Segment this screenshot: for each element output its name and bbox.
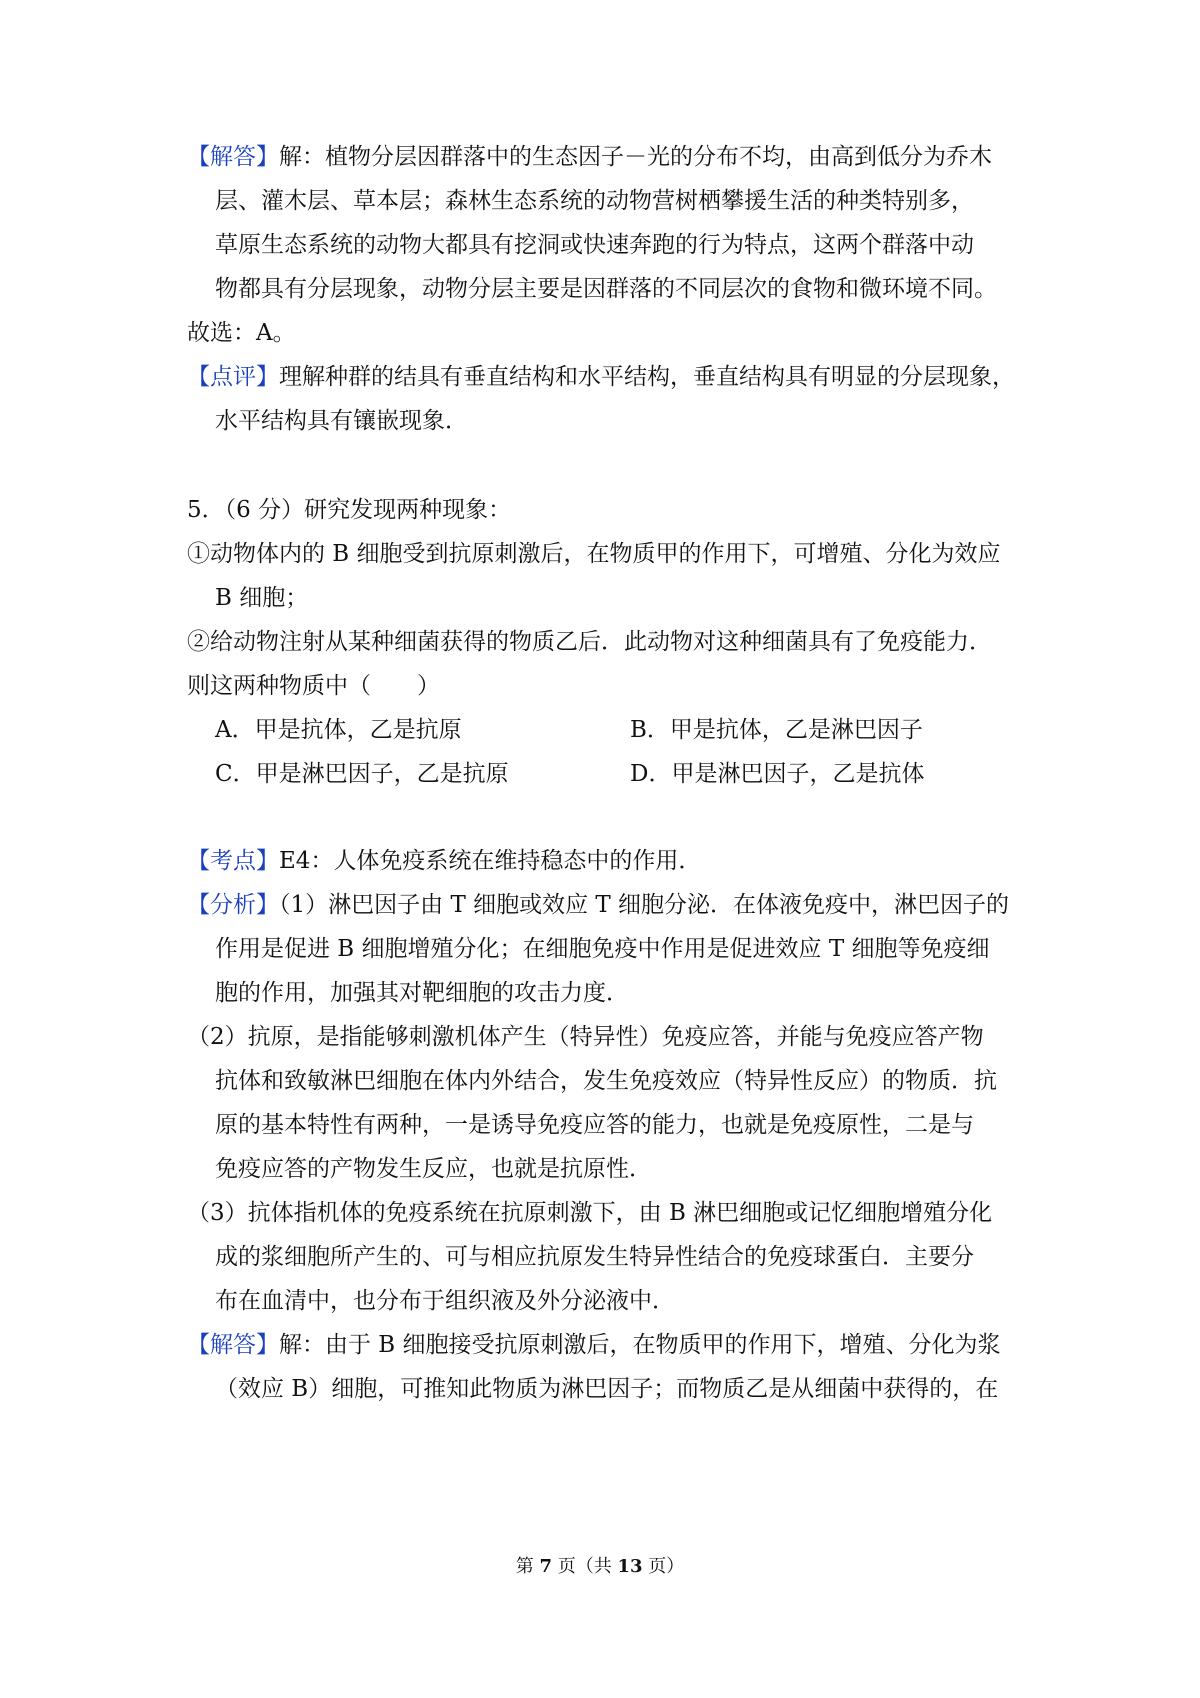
analysis-line-4: （2）抗原，是指能够刺激机体产生（特异性）免疫应答，并能与免疫应答产物: [187, 1024, 984, 1050]
answer5-line-2: （效应 B）细胞，可推知此物质为淋巴因子；而物质乙是从细菌中获得的，在: [215, 1376, 999, 1402]
question-title: 5．（6 分）研究发现两种现象：: [187, 497, 512, 523]
answer5-line-1: 【解答】解：由于 B 细胞接受抗原刺激后，在物质甲的作用下，增殖、分化为浆: [187, 1332, 1001, 1358]
analysis-line-8: （3）抗体指机体的免疫系统在抗原刺激下，由 B 淋巴细胞或记忆细胞增殖分化: [187, 1200, 993, 1226]
page-number: 7: [539, 1556, 552, 1577]
page-footer: 第 7 页（共 13 页）: [515, 1556, 685, 1577]
answer-choice: 故选：A。: [187, 320, 296, 346]
analysis-line-9: 成的浆细胞所产生的、可与相应抗原发生特异性结合的免疫球蛋白．主要分: [215, 1244, 974, 1270]
comment-line-2: 水平结构具有镶嵌现象．: [215, 408, 468, 434]
answer-line-2: 层、灌木层、草本层；森林生态系统的动物营树栖攀援生活的种类特别多，: [215, 188, 974, 214]
question-stem-2: B 细胞；: [215, 585, 309, 611]
analysis-line-5: 抗体和致敏淋巴细胞在体内外结合，发生免疫效应（特异性反应）的物质．抗: [215, 1068, 997, 1094]
answer-tag: 【解答】: [187, 144, 279, 170]
analysis-line-10: 布在血清中，也分布于组织液及外分泌液中．: [215, 1288, 675, 1314]
comment-tag: 【点评】: [187, 364, 279, 390]
option-a: A．甲是抗体，乙是抗原: [215, 717, 462, 743]
option-c: C．甲是淋巴因子，乙是抗原: [215, 761, 509, 787]
question-stem-4: 则这两种物质中（ ）: [187, 673, 440, 699]
analysis-line-6: 原的基本特性有两种，一是诱导免疫应答的能力，也就是免疫原性，二是与: [215, 1112, 974, 1138]
analysis-line-7: 免疫应答的产物发生反应，也就是抗原性．: [215, 1156, 652, 1182]
answer5-tag: 【解答】: [187, 1332, 279, 1358]
option-d: D．甲是淋巴因子，乙是抗体: [630, 761, 925, 787]
total-pages: 13: [617, 1556, 643, 1577]
key-point-line: 【考点】E4：人体免疫系统在维持稳态中的作用．: [187, 848, 702, 874]
comment-line-1: 【点评】理解种群的结具有垂直结构和水平结构，垂直结构具有明显的分层现象，: [187, 364, 1015, 390]
answer-line-1: 【解答】解：植物分层因群落中的生态因子－光的分布不均，由高到低分为乔木: [187, 144, 992, 170]
analysis-line-1: 【分析】（1）淋巴因子由 T 细胞或效应 T 细胞分泌．在体液免疫中，淋巴因子的: [187, 892, 1010, 918]
question-stem-3: ②给动物注射从某种细菌获得的物质乙后．此动物对这种细菌具有了免疫能力．: [187, 629, 992, 655]
analysis-tag: 【分析】: [187, 892, 279, 918]
answer-line-3: 草原生态系统的动物大都具有挖洞或快速奔跑的行为特点，这两个群落中动: [215, 232, 974, 258]
analysis-line-2: 作用是促进 B 细胞增殖分化；在细胞免疫中作用是促进效应 T 细胞等免疫细: [215, 936, 990, 962]
option-b: B．甲是抗体，乙是淋巴因子: [630, 717, 923, 743]
question-stem-1: ①动物体内的 B 细胞受到抗原刺激后，在物质甲的作用下，可增殖、分化为效应: [187, 541, 1001, 567]
answer-line-4: 物都具有分层现象，动物分层主要是因群落的不同层次的食物和微环境不同。: [215, 276, 997, 302]
key-point-tag: 【考点】: [187, 848, 279, 874]
analysis-line-3: 胞的作用，加强其对靶细胞的攻击力度．: [215, 980, 629, 1006]
